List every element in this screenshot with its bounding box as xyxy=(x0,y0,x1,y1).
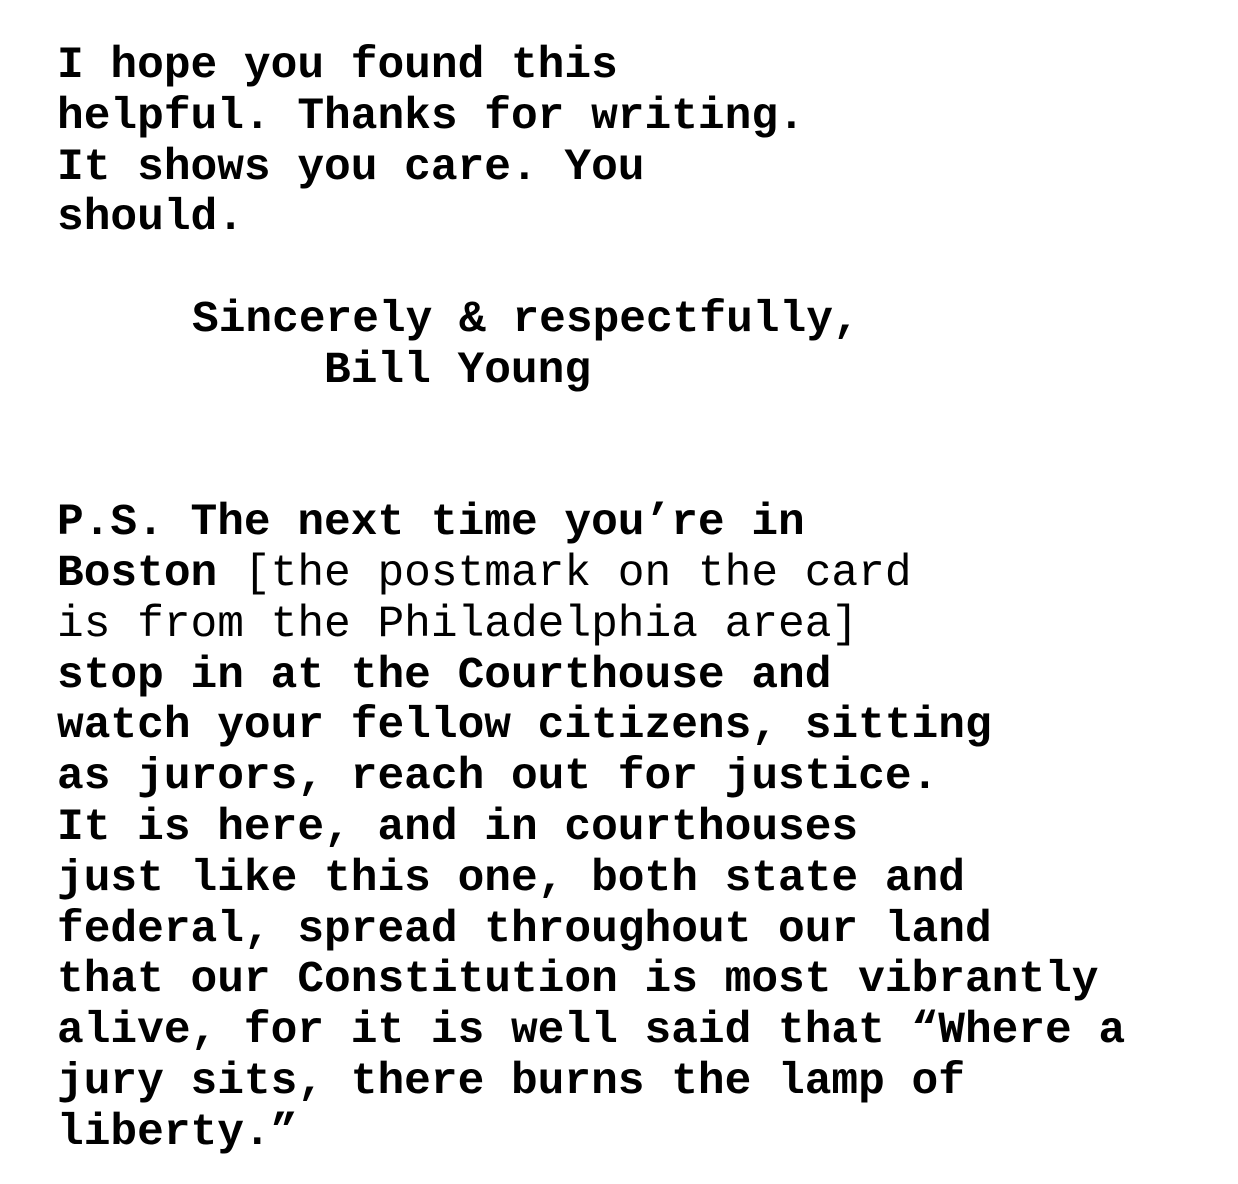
spacer xyxy=(57,397,1217,448)
text-line: It shows you care. You xyxy=(57,142,645,193)
text-line: should. xyxy=(57,193,244,244)
postscript-line: jury sits, there burns the lamp of xyxy=(57,1056,965,1107)
spacer xyxy=(57,447,1217,498)
postscript-line: It is here, and in courthouses xyxy=(57,802,859,853)
spacer xyxy=(57,244,1217,295)
text-line: I hope you found this xyxy=(57,41,618,91)
postscript-line: as jurors, reach out for justice. xyxy=(57,752,939,803)
postscript-line-boston xyxy=(57,549,1217,600)
closing-paragraph xyxy=(57,41,1217,244)
postscript-editor-note-cont: is from the Philadelphia area] xyxy=(57,599,859,650)
postscript-line: watch your fellow citizens, sitting xyxy=(57,701,992,752)
postscript-line: liberty.” xyxy=(57,1107,298,1158)
signature: Bill Young xyxy=(324,345,592,396)
signoff xyxy=(57,295,1217,397)
postscript-line: alive, for it is well said that “Where a xyxy=(57,1006,1126,1057)
postscript xyxy=(57,498,1217,1158)
valediction: Sincerely & respectfully, xyxy=(192,294,860,345)
text-line: helpful. Thanks for writing. xyxy=(57,91,805,142)
postscript-line: stop in at the Courthouse and xyxy=(57,650,832,701)
postscript-line: just like this one, both state and xyxy=(57,853,965,904)
postscript-editor-note: [the postmark on the card xyxy=(217,548,912,599)
postscript-line: federal, spread throughout our land xyxy=(57,904,992,955)
letter-page xyxy=(57,41,1217,1159)
postscript-boston: Boston xyxy=(57,548,218,599)
postscript-line: P.S. The next time you’re in xyxy=(57,498,805,549)
postscript-line: that our Constitution is most vibrantly xyxy=(57,955,1099,1006)
